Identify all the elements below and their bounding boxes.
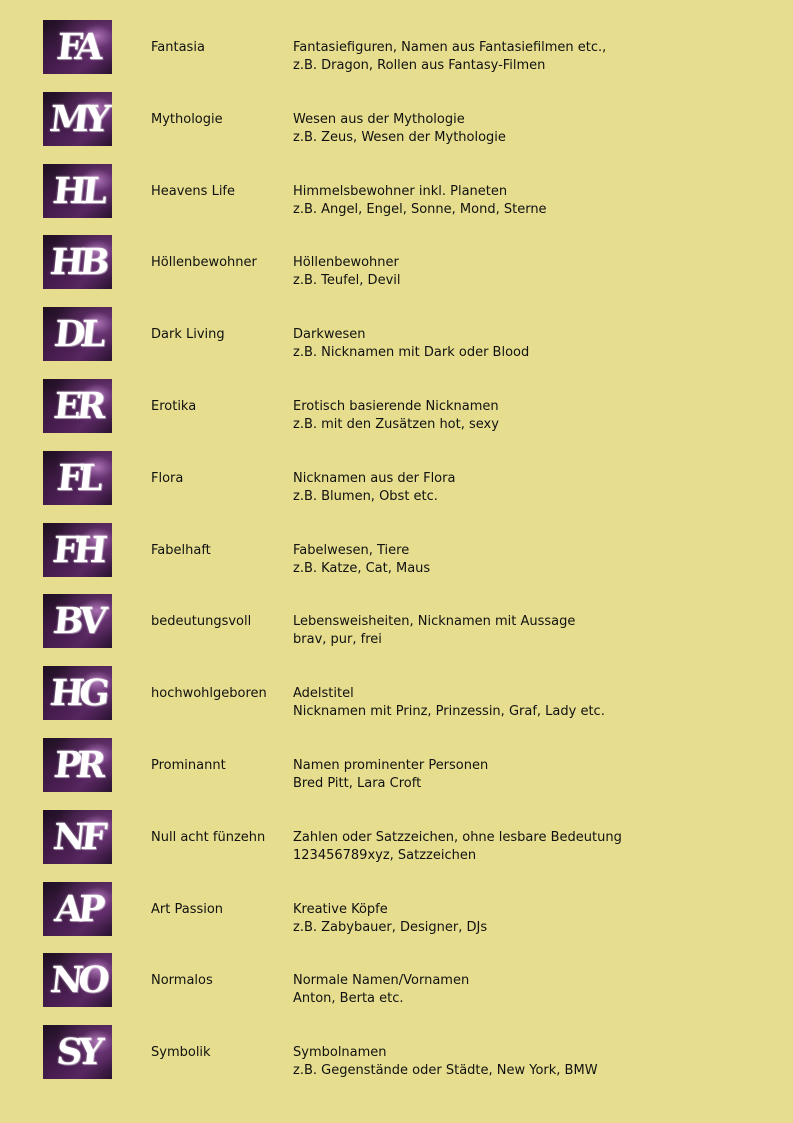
description-line-1: Himmelsbewohner inkl. Planeten bbox=[293, 183, 508, 199]
category-name: Null acht fünzehn bbox=[151, 829, 266, 845]
category-logo-symbolik bbox=[43, 1025, 112, 1079]
description-line-2: Bred Pitt, Lara Croft bbox=[293, 775, 422, 791]
description-line-1: Lebensweisheiten, Nicknamen mit Aussage bbox=[293, 614, 576, 630]
category-name: Normalos bbox=[151, 973, 213, 989]
description-line-1: Zahlen oder Satzzeichen, ohne lesbare Bedeutung bbox=[293, 829, 622, 845]
description-line-2: z.B. Gegenstände oder Städte, New York, BMW bbox=[293, 1063, 598, 1079]
category-logo-text: ER bbox=[51, 384, 104, 427]
description-line-1: Namen prominenter Personen bbox=[293, 757, 489, 773]
category-name: Höllenbewohner bbox=[151, 255, 257, 271]
description-line-1: Darkwesen bbox=[293, 327, 366, 343]
category-logo-text: HL bbox=[50, 169, 105, 212]
category-description bbox=[293, 972, 469, 1008]
category-row bbox=[0, 882, 793, 954]
category-logo-erotika bbox=[43, 379, 112, 433]
category-row bbox=[0, 307, 793, 379]
category-row bbox=[0, 594, 793, 666]
description-line-1: Nicknamen aus der Flora bbox=[293, 470, 456, 486]
category-description bbox=[293, 39, 606, 75]
description-line-1: Normale Namen/Vornamen bbox=[293, 973, 470, 989]
category-logo-null-acht-fuenzehn bbox=[43, 810, 112, 864]
category-logo-text: BV bbox=[51, 600, 104, 643]
category-description bbox=[293, 183, 547, 219]
category-logo-normalos bbox=[43, 953, 112, 1007]
category-description bbox=[293, 398, 499, 434]
category-row bbox=[0, 379, 793, 451]
category-logo-text: HB bbox=[48, 241, 107, 284]
category-row bbox=[0, 164, 793, 236]
category-description bbox=[293, 829, 622, 865]
description-line-1: Fabelwesen, Tiere bbox=[293, 542, 410, 558]
description-line-2: z.B. Teufel, Devil bbox=[293, 273, 401, 289]
category-name: bedeutungsvoll bbox=[151, 614, 252, 630]
description-line-2: z.B. Angel, Engel, Sonne, Mond, Sterne bbox=[293, 201, 547, 217]
category-logo-hoellenbewohner bbox=[43, 235, 112, 289]
category-description bbox=[293, 326, 529, 362]
category-list bbox=[0, 20, 793, 1097]
category-logo-text: FH bbox=[50, 528, 105, 571]
category-logo-text: HG bbox=[47, 672, 108, 715]
category-name: Erotika bbox=[151, 398, 197, 414]
category-logo-text: SY bbox=[54, 1031, 101, 1074]
category-name: hochwohlgeboren bbox=[151, 686, 267, 702]
category-description bbox=[293, 542, 430, 578]
description-line-1: Adelstitel bbox=[293, 686, 354, 702]
category-description bbox=[293, 757, 488, 793]
category-logo-text: FL bbox=[54, 456, 101, 499]
category-row bbox=[0, 451, 793, 523]
description-line-2: z.B. Zabybauer, Designer, DJs bbox=[293, 919, 488, 935]
category-logo-flora bbox=[43, 451, 112, 505]
description-line-2: z.B. Dragon, Rollen aus Fantasy-Filmen bbox=[293, 58, 546, 73]
category-logo-text: FA bbox=[54, 26, 101, 68]
category-logo-fabelhaft bbox=[43, 523, 112, 577]
category-description bbox=[293, 901, 487, 937]
description-line-2: z.B. Katze, Cat, Maus bbox=[293, 560, 431, 576]
description-line-2: z.B. mit den Zusätzen hot, sexy bbox=[293, 416, 499, 432]
category-row bbox=[0, 235, 793, 307]
category-description bbox=[293, 1044, 598, 1080]
category-name: Dark Living bbox=[151, 327, 225, 343]
category-row bbox=[0, 20, 793, 92]
description-line-1: Fantasiefiguren, Namen aus Fantasiefilmen etc., bbox=[293, 40, 607, 55]
category-logo-text: NO bbox=[48, 959, 107, 1002]
category-row bbox=[0, 1025, 793, 1097]
category-name: Fabelhaft bbox=[151, 542, 211, 558]
category-name: Art Passion bbox=[151, 901, 224, 917]
description-line-2: Anton, Berta etc. bbox=[293, 991, 404, 1007]
category-row bbox=[0, 810, 793, 882]
category-row bbox=[0, 666, 793, 738]
description-line-1: Erotisch basierende Nicknamen bbox=[293, 398, 499, 414]
description-line-2: Nicknamen mit Prinz, Prinzessin, Graf, Lady etc. bbox=[293, 704, 605, 720]
category-description bbox=[293, 111, 506, 147]
category-name: Symbolik bbox=[151, 1045, 211, 1061]
category-name: Fantasia bbox=[151, 40, 205, 55]
category-row bbox=[0, 953, 793, 1025]
category-row bbox=[0, 92, 793, 164]
category-row bbox=[0, 523, 793, 595]
category-description bbox=[293, 685, 605, 721]
description-line-2: z.B. Nicknamen mit Dark oder Blood bbox=[293, 345, 530, 361]
category-description bbox=[293, 254, 401, 290]
category-name: Flora bbox=[151, 470, 184, 486]
category-logo-heavens-life bbox=[43, 164, 112, 218]
category-logo-fantasia bbox=[43, 20, 112, 74]
category-description bbox=[293, 613, 575, 649]
category-logo-text: NF bbox=[51, 815, 104, 858]
description-line-2: z.B. Blumen, Obst etc. bbox=[293, 488, 438, 504]
description-line-2: brav, pur, frei bbox=[293, 632, 382, 648]
category-name: Heavens Life bbox=[151, 183, 236, 199]
category-logo-dark-living bbox=[43, 307, 112, 361]
description-line-2: 123456789xyz, Satzzeichen bbox=[293, 847, 477, 863]
category-logo-text: PR bbox=[51, 743, 104, 786]
category-logo-hochwohlgeboren bbox=[43, 666, 112, 720]
description-line-1: Höllenbewohner bbox=[293, 255, 399, 271]
category-row bbox=[0, 738, 793, 810]
category-name: Mythologie bbox=[151, 111, 223, 127]
category-logo-text: MY bbox=[47, 97, 108, 140]
category-logo-bedeutungsvoll bbox=[43, 594, 112, 648]
description-line-1: Wesen aus der Mythologie bbox=[293, 111, 465, 127]
category-logo-mythologie bbox=[43, 92, 112, 146]
category-logo-text: DL bbox=[52, 313, 103, 356]
category-logo-prominannt bbox=[43, 738, 112, 792]
description-line-2: z.B. Zeus, Wesen der Mythologie bbox=[293, 129, 506, 145]
category-name: Prominannt bbox=[151, 757, 226, 773]
description-line-1: Kreative Köpfe bbox=[293, 901, 388, 917]
description-line-1: Symbolnamen bbox=[293, 1045, 387, 1061]
category-description bbox=[293, 470, 455, 506]
category-logo-art-passion bbox=[43, 882, 112, 936]
category-logo-text: AP bbox=[52, 887, 103, 930]
